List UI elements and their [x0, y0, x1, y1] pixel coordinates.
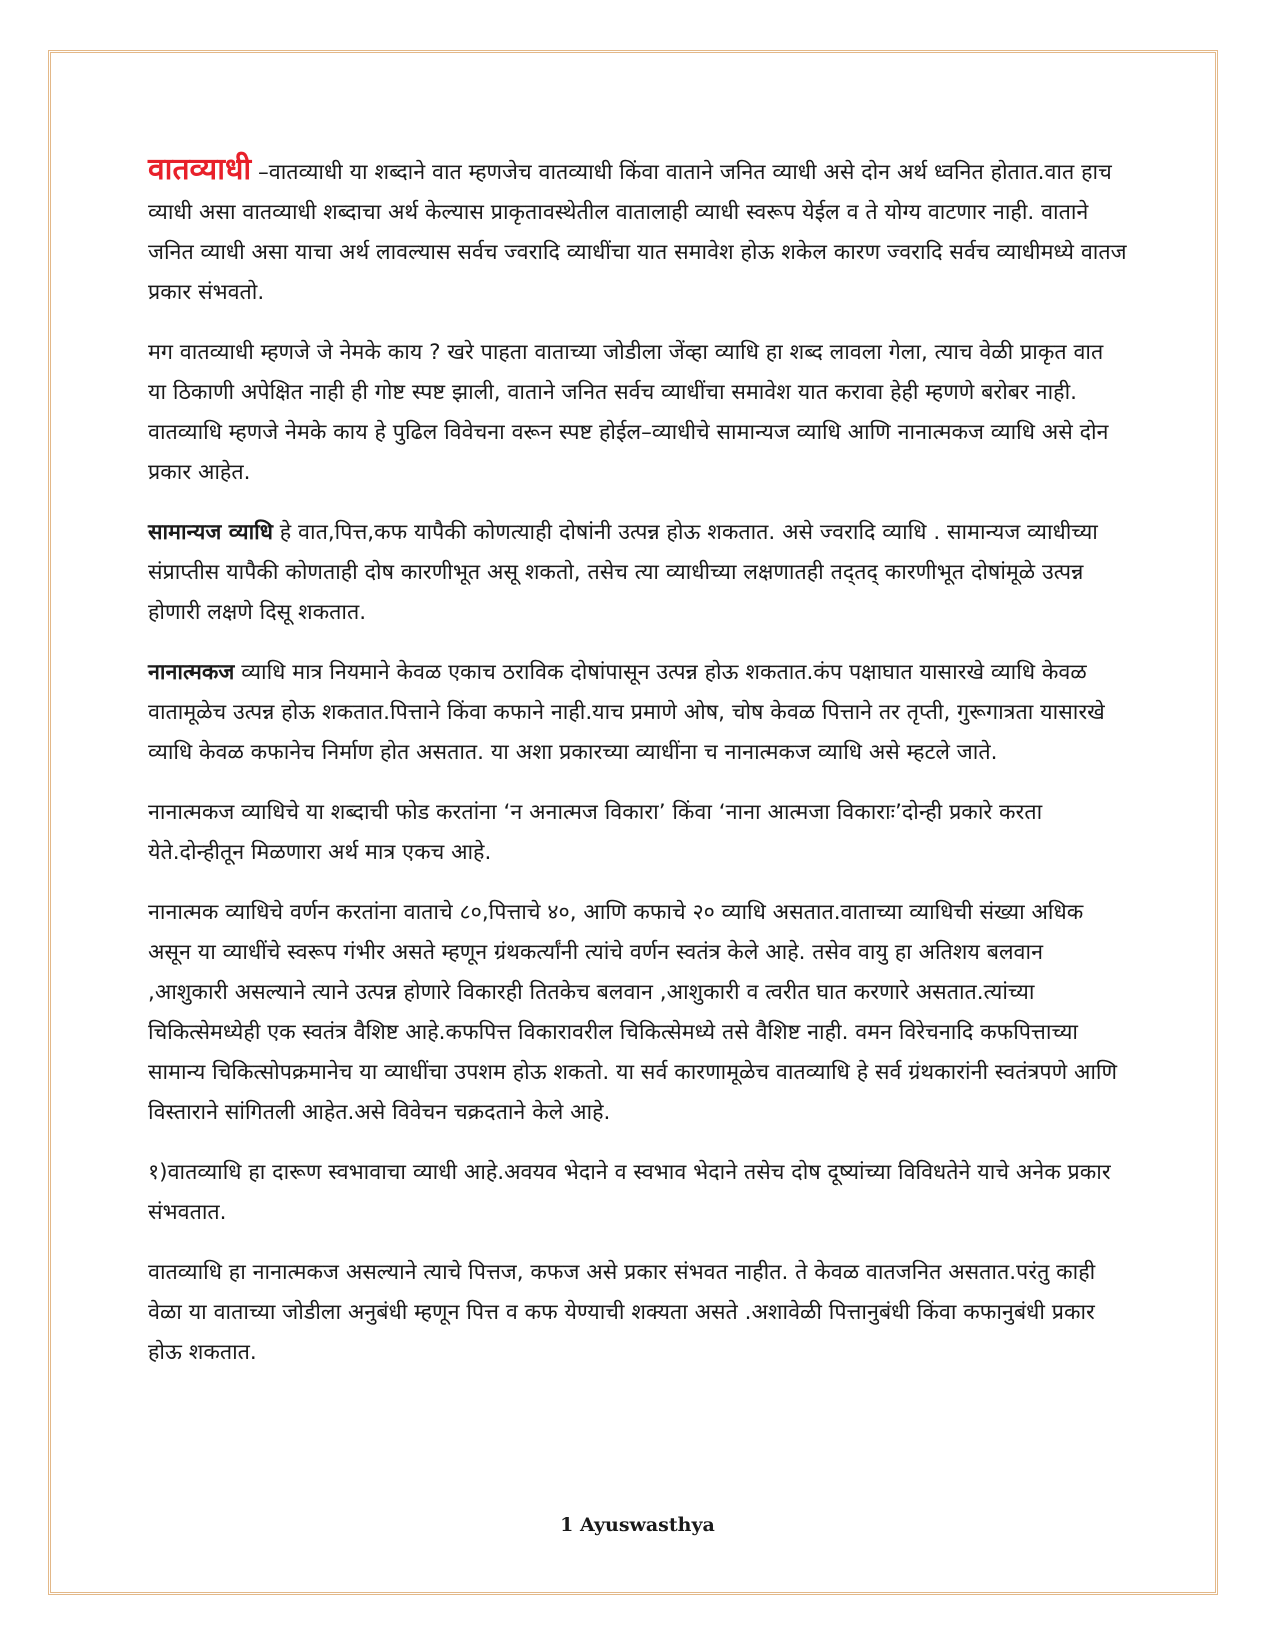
paragraph-text: मग वातव्याधी म्हणजे जे नेमके काय ? खरे पाहता वाताच्या जोडीला जेंव्हा व्याधि हा शब्द लावला गेला, त्याच वेळी प्राकृत वात या ठिकाणी अपेक्षित नाही ही गोष्ट स्पष्ट झाली, वाताने जनित सर्वच व्याधींचा समावेश यात करावा हेही म्हणणे बरोबर नाही. वातव्याधि म्हणजे नेमके काय हे पुढिल विवेचना वरून स्पष्ट होईल–व्याधीचे सामान्यज व्याधि आणि नानात्मकज व्याधि असे दोन प्रकार आहेत.	[148, 340, 1109, 485]
term-nanatmaja: नानात्मकज	[148, 660, 235, 685]
paragraph-nanatmaja	[148, 653, 1128, 773]
paragraph-etymology	[148, 793, 1128, 873]
document-title: वातव्याधी	[148, 152, 252, 187]
paragraph-samanyaja	[148, 513, 1128, 633]
paragraph-text: व्याधि मात्र नियमाने केवळ एकाच ठराविक दोषांपासून उत्पन्न होऊ शकतात.कंप पक्षाघात यासारखे व्याधि केवळ वातामूळेच उत्पन्न होऊ शकतात.पित्ताने किंवा कफाने नाही.याच प्रमाणे ओष, चोष केवळ पित्ताने तर तृप्ती, गुरूगात्रता यासारखे व्याधि केवळ कफानेच निर्माण होत असतात. या अशा प्रकारच्या व्याधींना च नानात्मकज व्याधि असे म्हटले जाते.	[148, 660, 1105, 765]
paragraph-definition	[148, 333, 1128, 493]
paragraph-counts	[148, 893, 1128, 1133]
paragraph-text: नानात्मकज व्याधिचे या शब्दाची फोड करतांना ‘न अनात्मज विकारा’ किंवा ‘नाना आत्मजा विकाराः’दोन्ही प्रकारे करता येते.दोन्हीतून मिळणारा अर्थ मात्र एकच आहे.	[148, 800, 1043, 865]
page-footer: 1 Ayuswasthya	[560, 1514, 715, 1536]
paragraph-text: –वातव्याधी या शब्दाने वात म्हणजेच वातव्याधी किंवा वाताने जनित व्याधी असे दोन अर्थ ध्वनित होतात.वात हाच व्याधी असा वातव्याधी शब्दाचा अर्थ केल्यास प्राकृतावस्थेतील वातालाही व्याधी स्वरूप येईल व ते योग्य वाटणार नाही. वाताने जनित व्याधी असा याचा अर्थ लावल्यास सर्वच ज्वरादि व्याधींचा यात समावेश होऊ शकेल कारण ज्वरादि सर्वच व्याधीमध्ये वातज प्रकार संभवतो.	[148, 160, 1127, 305]
paragraph-text: वातव्याधि हा नानात्मकज असल्याने त्याचे पित्तज, कफज असे प्रकार संभवत नाहीत. ते केवळ वातजनित असतात.परंतु काही वेळा या वाताच्या जोडीला अनुबंधी म्हणून पित्त व कफ येण्याची शक्यता असते .अशावेळी पित्तानुबंधी किंवा कफानुबंधी प्रकार होऊ शकतात.	[148, 1260, 1096, 1365]
paragraph-text: १)वातव्याधि हा दारूण स्वभावाचा व्याधी आहे.अवयव भेदाने व स्वभाव भेदाने तसेच दोष दूष्यांच्या विविधतेने याचे अनेक प्रकार संभवतात.	[148, 1160, 1111, 1225]
paragraph-vatavyadhi-intro	[148, 150, 1128, 313]
paragraph-point-1	[148, 1153, 1128, 1233]
document-body	[148, 150, 1128, 1393]
paragraph-anubandhi	[148, 1253, 1128, 1373]
term-samanyaja: सामान्यज व्याधि	[148, 520, 273, 545]
paragraph-text: नानात्मक व्याधिचे वर्णन करतांना वाताचे ८०,पित्ताचे ४०, आणि कफाचे २० व्याधि असतात.वाताच्या व्याधिची संख्या अधिक असून या व्याधींचे स्वरूप गंभीर असते म्हणून ग्रंथकर्त्यांनी त्यांचे वर्णन स्वतंत्र केले आहे. तसेव वायु हा अतिशय बलवान ,आशुकारी असल्याने त्याने उत्पन्न होणारे विकारही तितकेच बलवान ,आशुकारी व त्वरीत घात करणारे असतात.त्यांच्या चिकित्सेमध्येही एक स्वतंत्र वैशिष्ट आहे.कफपित्त विकारावरील चिकित्सेमध्ये तसे वैशिष्ट नाही. वमन विरेचनादि कफपित्ताच्या सामान्य चिकित्सोपक्रमानेच या व्याधींचा उपशम होऊ शकतो. या सर्व कारणामूळेच वातव्याधि हे सर्व ग्रंथकारांनी स्वतंत्रपणे आणि विस्ताराने सांगितली आहेत.असे विवेचन चक्रदताने केले आहे.	[148, 900, 1118, 1125]
paragraph-text: हे वात,पित्त,कफ यापैकी कोणत्याही दोषांनी उत्पन्न होऊ शकतात. असे ज्वरादि व्याधि . सामान्यज व्याधीच्या संप्राप्तीस यापैकी कोणताही दोष कारणीभूत असू शकतो, तसेच त्या व्याधीच्या लक्षणातही तद्‌तद्‌ कारणीभूत दोषांमूळे उत्पन्न होणारी लक्षणे दिसू शकतात.	[148, 520, 1098, 625]
